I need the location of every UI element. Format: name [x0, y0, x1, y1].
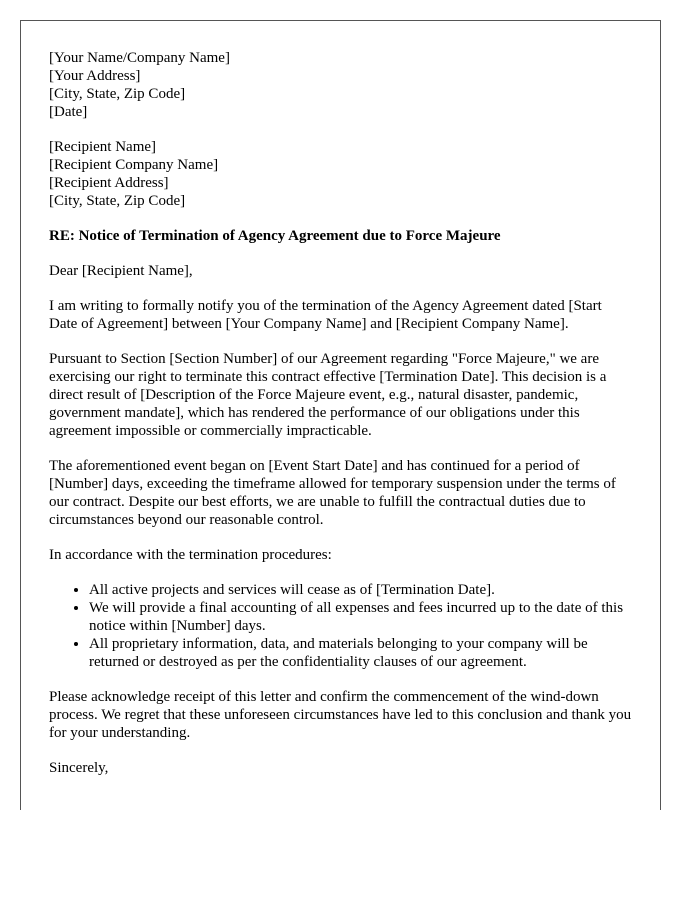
sender-city: [City, State, Zip Code] — [49, 86, 186, 102]
salutation: Dear [Recipient Name], — [49, 263, 193, 279]
sender-address: [Your Address] — [49, 68, 141, 84]
list-item: • All proprietary information, data, and materials belonging to your company will be returned or destroyed as per the confidentiality clauses of our agreement. — [89, 635, 632, 671]
recipient-block — [49, 138, 632, 210]
paragraph-notification: I am writing to formally notify you of the termination of the Agency Agreement dated [Start Date of Agreement] between [Your Company Name] and [Recipient Company Name]. — [49, 298, 602, 332]
closing-paragraph: Please acknowledge receipt of this letter and confirm the commencement of the wind-down process. We regret that these unforeseen circumstances have led to this conclusion and thank you for your understanding. — [49, 689, 632, 741]
recipient-company: [Recipient Company Name] — [49, 157, 219, 173]
recipient-address: [Recipient Address] — [49, 175, 169, 191]
procedures-list — [49, 581, 632, 671]
recipient-city: [City, State, Zip Code] — [49, 193, 186, 209]
paragraph-procedures-intro: In accordance with the termination procedures: — [49, 547, 332, 563]
recipient-name: [Recipient Name] — [49, 139, 157, 155]
letter-page — [20, 20, 661, 810]
sender-block — [49, 49, 632, 121]
paragraph-force-majeure: Pursuant to Section [Section Number] of our Agreement regarding "Force Majeure," we are exercising our right to terminate this contract effective [Termination Date]. This decision is a direct result of [Description of the Force Majeure event, e.g., natural disaster, pandemic, government mandate], which has rendered the performance of our obligations under this agreement impossible or commercially impracticable. — [49, 351, 607, 439]
subject-line: RE: Notice of Termination of Agency Agreement due to Force Majeure — [49, 228, 501, 244]
list-item: • We will provide a final accounting of all expenses and fees incurred up to the date of this notice within [Number] days. — [89, 599, 632, 635]
paragraph-event-details: The aforementioned event began on [Event Start Date] and has continued for a period of [Number] days, exceeding the timeframe allowed for temporary suspension under the terms of our contract. Despite our best efforts, we are unable to fulfill the contractual duties due to circumstances beyond our reasonable control. — [49, 458, 616, 528]
list-item: • All active projects and services will cease as of [Termination Date]. — [89, 581, 632, 599]
sender-date: [Date] — [49, 104, 88, 120]
signoff: Sincerely, — [49, 760, 109, 776]
sender-name: [Your Name/Company Name] — [49, 50, 230, 66]
